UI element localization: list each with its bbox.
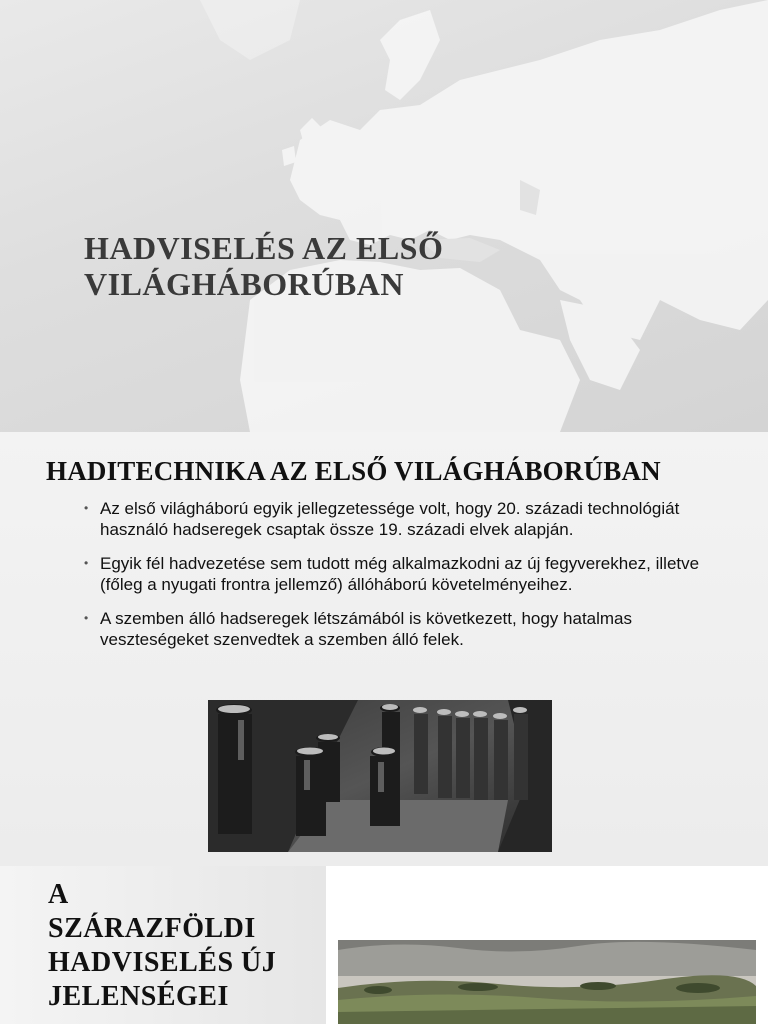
bullet-text: Az első világháború egyik jellegzetessége volt, hogy 20. századi technológiát használó hadseregek csaptak össze 19. századi elvek alapján.	[100, 499, 680, 539]
list-item	[84, 498, 704, 540]
slide-title	[48, 878, 318, 1014]
title-line-2: SZÁRAZFÖLDI	[48, 913, 256, 944]
title-panel	[0, 866, 326, 1024]
world-map-background	[0, 0, 768, 432]
bullet-icon: •	[84, 556, 89, 570]
list-item	[84, 608, 704, 650]
trench-soldiers-photo	[208, 700, 552, 852]
bullet-icon: •	[84, 501, 89, 515]
land-warfare-slide	[0, 866, 768, 1024]
bullet-text: Egyik fél hadvezetése sem tudott még alkalmazkodni az új fegyverekhez, illetve (főleg a nyugati frontra jellemző) állóháború követelményeihez.	[100, 554, 700, 594]
bullet-icon: •	[84, 611, 89, 625]
title-slide	[0, 0, 768, 432]
presentation-title	[84, 230, 564, 302]
title-line-4: JELENSÉGEI	[48, 981, 229, 1012]
bullet-text: A szemben álló hadseregek létszámából is következett, hogy hatalmas veszteségeket szenvedtek a szemben álló felek.	[100, 609, 633, 649]
title-line-1: HADVISELÉS AZ ELSŐ	[84, 230, 444, 266]
title-line-3: HADVISELÉS ÚJ	[48, 947, 277, 978]
slide-heading: HADITECHNIKA AZ ELSŐ VILÁGHÁBORÚBAN	[46, 456, 661, 486]
technology-slide	[0, 432, 768, 866]
landscape-photo	[338, 940, 756, 1024]
list-item	[84, 553, 704, 595]
title-line-2: VILÁGHÁBORÚBAN	[84, 266, 404, 302]
bullet-list	[84, 498, 704, 663]
title-line-1: A	[48, 879, 69, 910]
